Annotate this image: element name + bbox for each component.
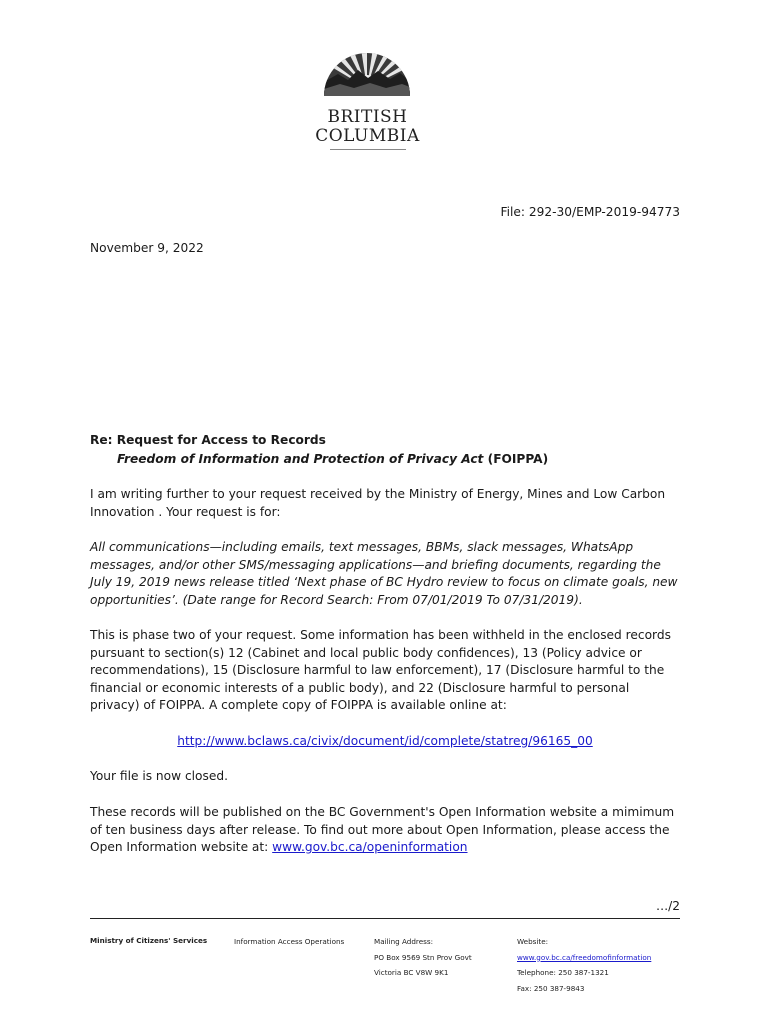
footer-ministry: Ministry of Citizens' Services: [90, 936, 208, 945]
file-closed-paragraph: Your file is now closed.: [90, 769, 228, 783]
mailing-label: Mailing Address:: [374, 937, 434, 946]
website-label: Website:: [517, 937, 549, 946]
footer-office: Information Access Operations: [234, 937, 345, 946]
footer-fax: Fax: 250 387-9843: [517, 983, 585, 993]
open-information-link[interactable]: www.gov.bc.ca/openinformation: [272, 840, 468, 855]
act-name: Freedom of Information and Protection of Privacy Act: [117, 452, 484, 466]
footer-contact: [517, 934, 651, 996]
request-description: All communications—including emails, text messages, BBMs, slack messages, WhatsApp messages, and/or other SMS/messaging applications—and briefing documents, regarding the July 19, 2019 news release titled ‘Next phase of BC Hydro review to focus on climate goals, new opportunities’. (Date range for Record Search: From 07/01/2019 To 07/31/2019).: [90, 540, 678, 607]
footer-telephone: Telephone: 250 387-1321: [517, 968, 609, 977]
open-information-paragraph: [90, 804, 682, 857]
subject-line: Re: Request for Access to Records: [90, 433, 326, 447]
sun-mountains-emblem-icon: [310, 44, 425, 104]
mailing-line-1: PO Box 9569 Stn Prov Govt: [374, 952, 472, 962]
mailing-line-2: Victoria BC V8W 9K1: [374, 968, 449, 977]
logo-underline: [330, 149, 406, 150]
page-continuation: …/2: [655, 899, 680, 913]
intro-paragraph: I am writing further to your request received by the Ministry of Energy, Mines and Low Carbon Innovation . Your request is for:: [90, 487, 666, 519]
file-reference: File: 292-30/EMP-2019-94773: [500, 205, 680, 219]
foippa-link[interactable]: http://www.bclaws.ca/civix/document/id/complete/statreg/96165_00: [177, 734, 593, 748]
logo-line-columbia: COLUMBIA: [315, 126, 420, 146]
letter-date: November 9, 2022: [90, 241, 204, 255]
open-information-text: These records will be published on the BC Government's Open Information website a mimimum of ten business days after release. To find out more about Open Information, please access the Open Information website at:: [90, 805, 675, 855]
footer-mailing-address: [374, 934, 472, 981]
act-abbreviation: (FOIPPA): [483, 452, 549, 466]
subject-act: [117, 451, 548, 469]
logo-line-british: BRITISH: [327, 107, 408, 127]
bc-logo: [310, 44, 425, 148]
foippa-link-row: [0, 733, 770, 751]
withholding-paragraph: This is phase two of your request. Some information has been withheld in the enclosed records pursuant to section(s) 12 (Cabinet and local public body confidences), 13 (Policy advice or recommendations), 15 (Disclosure harmful to law enforcement), 17 (Disclosure harmful to the financial or economic interests of a public body), and 22 (Disclosure harmful to personal privacy) of FOIPPA. A complete copy of FOIPPA is available online at:: [90, 628, 671, 713]
footer-website-link[interactable]: www.gov.bc.ca/freedomofinformation: [517, 952, 652, 962]
footer-divider: [90, 918, 680, 919]
